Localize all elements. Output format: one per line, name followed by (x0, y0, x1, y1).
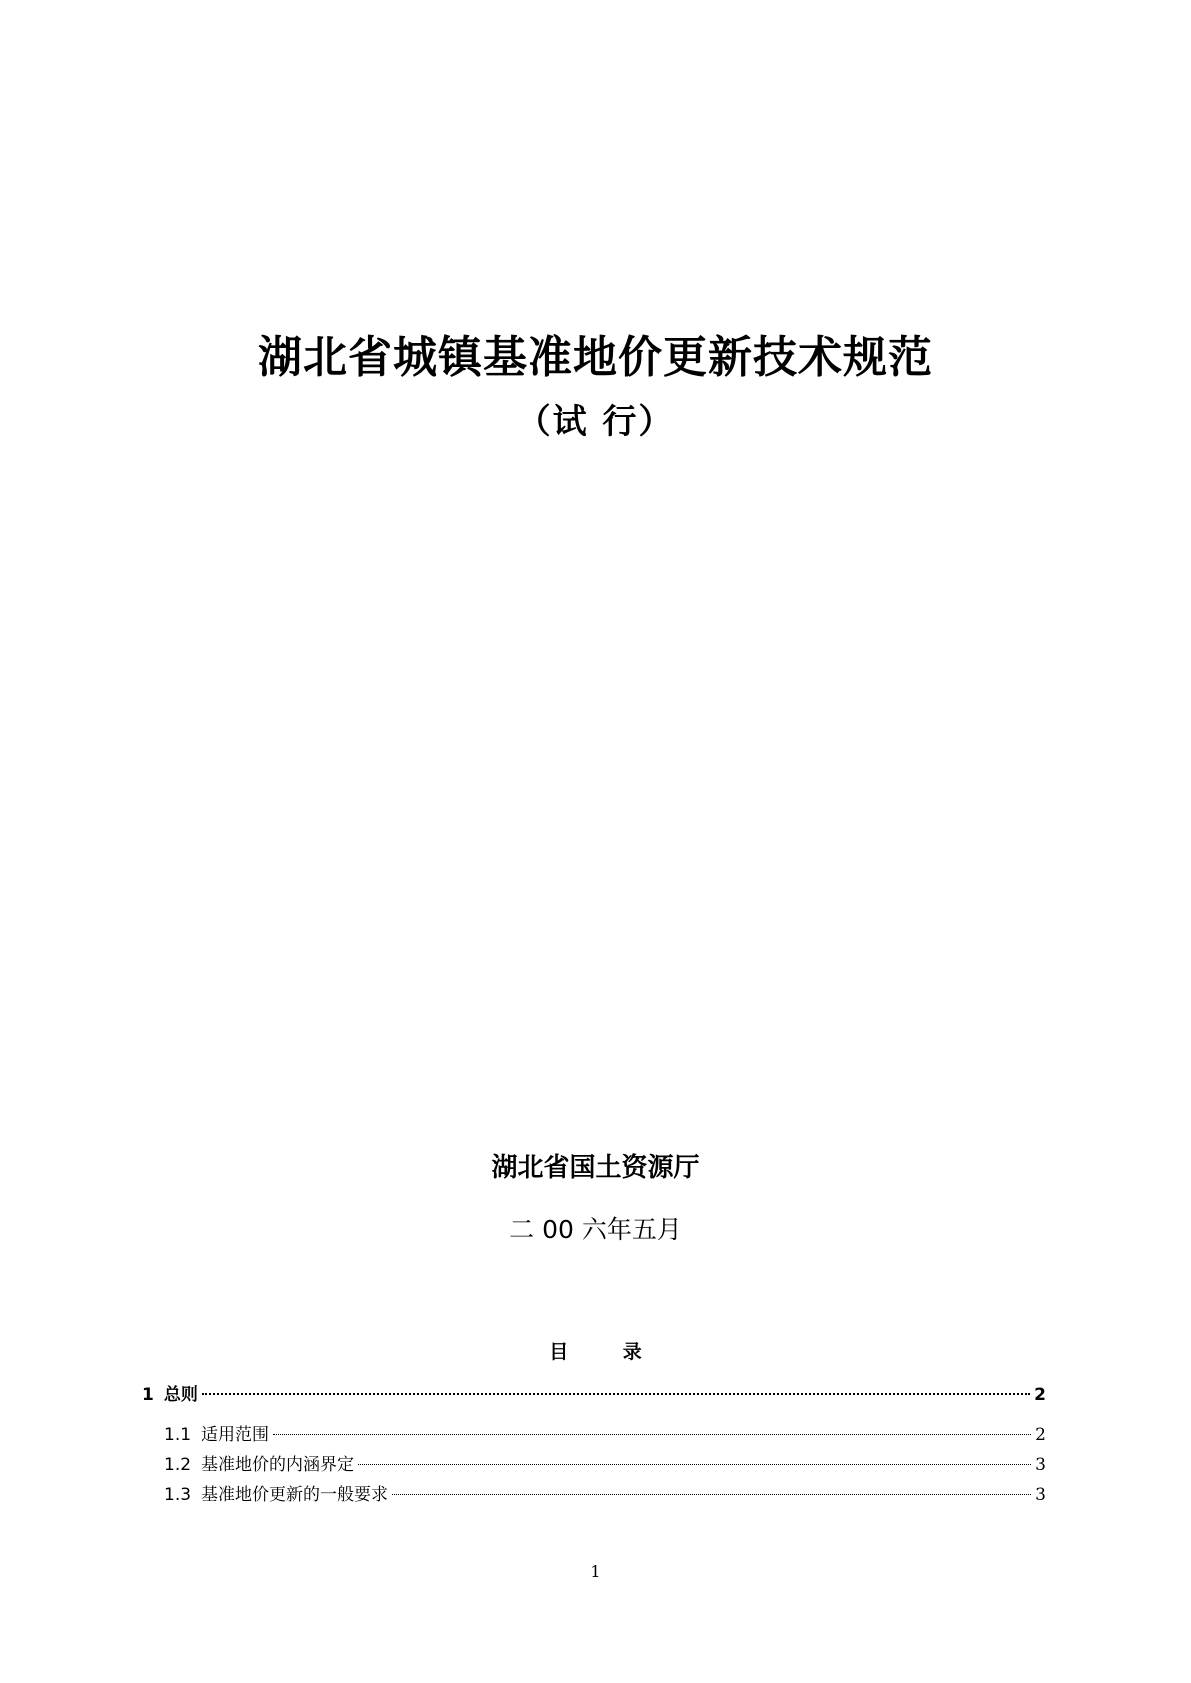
toc-entry-page: 2 (1034, 1385, 1046, 1405)
issuing-organization: 湖北省国土资源厅 (491, 1153, 700, 1183)
document-title: 湖北省城镇基准地价更新技术规范 (258, 332, 933, 383)
toc-entry-number: 1.1 (164, 1425, 192, 1445)
toc-entry-label: 基准地价更新的一般要求 (201, 1485, 389, 1505)
toc-entry-page: 2 (1035, 1425, 1046, 1445)
toc-entry-1-1[interactable] (142, 1420, 1046, 1450)
toc-leader-dots (358, 1464, 1031, 1465)
toc-entry-1-3[interactable] (142, 1480, 1046, 1510)
toc-leader-dots (202, 1393, 1030, 1395)
toc-entry-1-2[interactable] (142, 1450, 1046, 1480)
toc-heading: 目 录 (549, 1341, 642, 1363)
issue-date: 二 00 六年五月 (509, 1215, 682, 1244)
toc-entry-1[interactable] (142, 1380, 1046, 1410)
toc-entry-number: 1 (142, 1385, 154, 1405)
toc-entry-label: 总则 (163, 1385, 198, 1405)
toc-entry-page: 3 (1035, 1485, 1046, 1505)
table-of-contents (142, 1380, 1046, 1510)
page-number: 1 (590, 1562, 601, 1581)
toc-entry-label: 基准地价的内涵界定 (201, 1455, 355, 1475)
toc-entry-number: 1.3 (164, 1485, 192, 1505)
toc-entry-label: 适用范围 (201, 1425, 270, 1445)
toc-entry-page: 3 (1035, 1455, 1046, 1475)
toc-leader-dots (392, 1494, 1031, 1495)
toc-leader-dots (273, 1434, 1031, 1435)
toc-entry-number: 1.2 (164, 1455, 192, 1475)
document-subtitle: （试 行） (516, 402, 675, 442)
